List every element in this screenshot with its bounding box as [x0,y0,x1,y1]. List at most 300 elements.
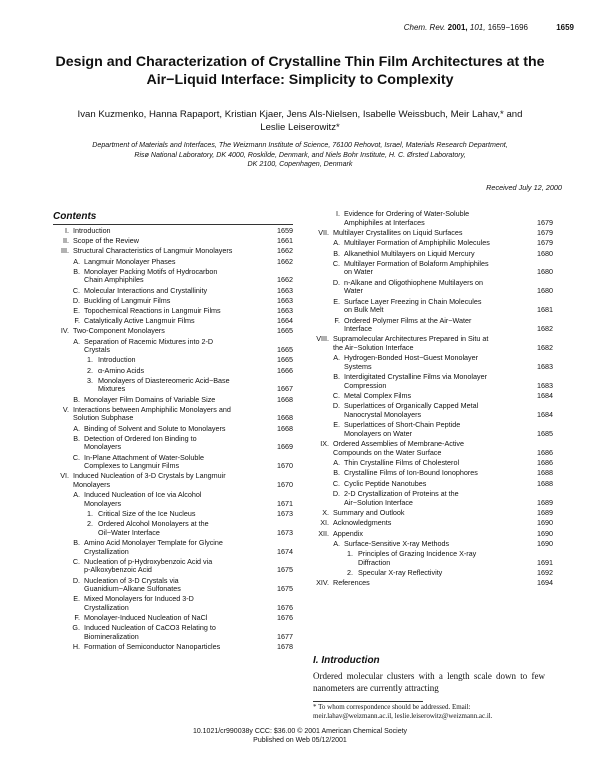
toc-number: A. [333,538,340,548]
toc-page: 1680 [537,267,553,277]
article-title [40,53,560,89]
toc-entry [53,406,293,423]
toc-title [84,297,253,306]
toc-title-line: Systems [344,361,372,371]
contents-rule [53,224,293,225]
toc-title-line: Complexes to Langmuir Films [84,461,180,471]
toc-number: B. [73,538,80,547]
toc-number: E. [73,306,80,315]
publication-date-line: Published on Web 05/12/2001 [253,736,347,744]
toc-page: 1665 [277,345,293,355]
toc-title [344,298,513,315]
toc-title-line: Multilayer Crystallites on Liquid Surfaces [333,227,463,237]
toc-page: 1690 [537,538,553,548]
toc-title-line: Solution Subphase [73,413,134,423]
toc-page: 1680 [537,286,553,296]
toc-title-line: Monolayer Packing Motifs of Hydrocarbon [84,266,218,276]
toc-title-line: Amphiphiles at Interfaces [344,217,425,227]
toc-number: 2. [87,519,93,529]
toc-number: F. [74,613,80,623]
toc-entry [313,210,553,227]
toc-page: 1684 [537,409,553,419]
toc-title [333,579,513,588]
toc-number: D. [332,489,340,498]
toc-entry [53,425,293,434]
toc-title-line: Metal Complex Films [344,391,412,401]
toc-title-line: Monolayer-Induced Nucleation of NaCl [84,613,208,623]
toc-entry [313,490,553,507]
toc-page: 1686 [537,458,553,468]
toc-page: 1663 [277,285,293,295]
toc-title [84,338,253,355]
toc-page: 1679 [537,227,553,237]
toc-title-line: References [333,578,370,588]
toc-number: A. [73,423,80,433]
toc-number: VIII. [316,334,329,344]
toc-entry [53,510,293,519]
toc-number: C. [332,391,340,401]
author-list [40,108,560,134]
toc-title-line: Nucleation of 3-D Crystals via [84,575,179,585]
toc-entry [53,577,293,594]
toc-number: A. [73,490,80,500]
doi-line: 10.1021/cr990038y CCC: $36.00 © 2001 American Chemical Society [192,728,408,735]
toc-title [84,595,253,612]
journal-year: 2001, [447,23,468,32]
toc-title-line: Surface-Sensitive X-ray Methods [344,538,450,548]
journal-pages: 1659−1696 [487,23,528,32]
toc-title-line: Evidence for Ordering of Water-Soluble [344,209,470,218]
toc-title [73,227,253,236]
toc-title [344,210,513,227]
toc-page: 1691 [537,557,553,567]
toc-entry [313,250,553,259]
toc-page: 1680 [537,248,553,258]
toc-number: IX. [320,439,329,449]
toc-title [344,260,513,277]
toc-entry [53,454,293,471]
toc-title-line: Detection of Ordered Ion Binding to [84,433,197,443]
toc-entry [53,614,293,623]
toc-title-line: Compounds on the Water Surface [333,447,442,457]
journal-name: Chem. Rev. [403,23,446,32]
toc-title [84,258,253,267]
toc-title-line: Water [344,286,363,296]
toc-number: A. [333,458,340,468]
toc-title [98,520,253,537]
toc-title [344,480,513,489]
toc-title-line: Superlattices of Organically Capped Metal [344,401,479,411]
received-date: Received July 12, 2000 [486,183,562,192]
toc-number: XII. [318,528,329,538]
toc-title-line: Air−Solution Interface [344,497,413,507]
toc-page: 1678 [277,642,293,652]
toc-number: B. [73,266,80,276]
toc-page: 1689 [537,507,553,517]
toc-page: 1665 [277,355,293,365]
toc-entry [53,258,293,267]
toc-number: H. [72,642,80,652]
toc-title [84,307,253,316]
toc-title-line: Summary and Outlook [333,507,405,517]
toc-page: 1664 [277,316,293,326]
toc-title-line: Crystalline Films of Ion-Bound Ionophores [344,468,478,478]
toc-title-line: Formation of Semiconductor Nanoparticles [84,642,221,652]
toc-entry [53,287,293,296]
toc-title-line: Chain Amphiphiles [84,275,144,285]
toc-number: F. [74,316,80,326]
toc-title-line: n-Alkane and Oligothiophene Multilayers on [344,277,484,287]
toc-title [84,643,253,652]
toc-entry [313,260,553,277]
toc-page: 1679 [537,217,553,227]
toc-title-line: In-Plane Attachment of Water-Soluble [84,452,204,462]
toc-title [84,577,253,594]
toc-number: B. [333,468,340,478]
toc-entry [53,435,293,452]
title-line: Air−Liquid Interface: Simplicity to Complexity [146,72,454,88]
toc-title-line: Induced Nucleation of CaCO3 Relating to [84,623,216,633]
toc-title-line: Interface [344,324,372,334]
toc-number: B. [73,394,80,404]
toc-number: C. [72,556,80,566]
toc-title-line: Crystals [84,345,110,355]
toc-title-line: Structural Characteristics of Langmuir Monolayers [73,246,233,256]
toc-title-line: Induced Nucleation of Ice via Alcohol [84,490,202,500]
toc-page: 1663 [277,295,293,305]
toc-entry [313,229,553,238]
toc-number: D. [332,277,340,287]
toc-title [84,454,253,471]
toc-page: 1688 [537,478,553,488]
toc-title [84,624,253,641]
toc-entry [53,356,293,365]
toc-entry [313,335,553,352]
toc-number: D. [72,295,80,305]
toc-number: A. [73,256,80,266]
toc-entry [313,373,553,390]
toc-title-line: Interdigitated Crystalline Films via Monolayer [344,372,488,382]
correspondence-footnote: * To whom correspondence should be addressed. Email: meir.lahav@weizmann.ac.il, leslie.leiserowitz@weizmann.ac.il. [313,703,493,720]
toc-title-line: Two-Component Monolayers [73,326,165,336]
toc-number: B. [333,372,340,382]
toc-title-line: Critical Size of the Ice Nucleus [98,509,196,518]
toc-entry [53,237,293,246]
toc-title [73,406,253,423]
toc-entry [53,227,293,236]
toc-title-line: Catalytically Active Langmuir Films [84,316,195,326]
toc-page: 1662 [277,256,293,266]
toc-page: 1670 [277,461,293,471]
toc-page: 1670 [277,479,293,489]
toc-title [73,327,253,336]
page-number: 1659 [556,23,574,32]
toc-number: XI. [320,518,329,528]
toc-title [344,421,513,438]
toc-title [98,356,253,365]
toc-title-line: Superlattices of Short-Chain Peptide [344,420,461,430]
toc-number: 3. [87,375,93,385]
authors-line: Leslie Leiserowitz* [260,122,340,133]
toc-entry [313,421,553,438]
toc-title-line: Scope of the Review [73,236,139,246]
toc-title-line: Hydrogen-Bonded Host−Guest Monolayer [344,353,479,363]
toc-title-line: the Air−Solution Interface [333,342,414,352]
toc-page: 1661 [277,236,293,246]
toc-page: 1665 [277,326,293,336]
toc-number: VI. [60,471,69,481]
toc-page: 1675 [277,584,293,594]
toc-page: 1669 [277,442,293,452]
toc-title [358,550,513,567]
toc-title-line: Oil−Water Interface [98,527,160,537]
toc-page: 1676 [277,613,293,623]
toc-title-line: Compression [344,380,387,390]
toc-page: 1681 [537,305,553,315]
toc-title-line: Acknowledgments [333,518,392,528]
toc-title-line: Crystallization [84,602,129,612]
toc-title [84,491,253,508]
toc-title [344,392,513,401]
toc-number: G. [72,623,80,633]
toc-title [73,247,253,256]
toc-title-line: Mixtures [98,384,126,394]
toc-title [84,396,253,405]
toc-number: 2. [347,568,353,577]
toc-page: 1688 [537,468,553,478]
toc-title [73,472,253,489]
toc-entry [313,469,553,478]
toc-number: E. [73,594,80,604]
footnote-rule [313,701,423,702]
toc-title [84,539,253,556]
toc-title-line: Molecular Interactions and Crystallinity [84,285,208,295]
toc-title-line: Introduction [98,355,136,365]
toc-title-line: Crystallization [84,546,129,556]
toc-entry [313,569,553,578]
toc-entry [313,239,553,248]
toc-number: X. [322,507,329,517]
toc-entry [53,643,293,652]
toc-page: 1677 [277,631,293,641]
toc-title-line: Monolayers of Diastereomeric Acid−Base [98,375,230,385]
toc-title [344,373,513,390]
affiliation-line: Department of Materials and Interfaces, The Weizmann Institute of Science, 76100 Rehovot, Israel, Materials Research Department, [92,141,508,149]
toc-page: 1684 [537,391,553,401]
toc-page: 1676 [277,602,293,612]
toc-title [84,558,253,575]
toc-entry [313,579,553,588]
toc-title-line: Interactions between Amphiphilic Monolayers and [73,404,231,414]
toc-entry [313,279,553,296]
toc-title-line: Thin Crystalline Films of Cholesterol [344,458,460,468]
toc-number: XIV. [316,578,329,588]
contents-right-column [313,210,553,650]
toc-title [98,367,253,376]
toc-title [344,354,513,371]
toc-title-line: on Bulk Melt [344,305,384,315]
toc-number: F. [334,315,340,325]
contents-left-column [53,227,293,657]
toc-page: 1683 [537,380,553,390]
toc-entry [53,491,293,508]
toc-entry [313,354,553,371]
title-line: Design and Characterization of Crystalline Thin Film Architectures at the [55,54,545,70]
toc-number: B. [73,433,80,443]
toc-entry [313,530,553,539]
page-footer [100,728,500,745]
toc-entry [313,459,553,468]
toc-number: V. [62,404,69,414]
toc-title-line: Surface Layer Freezing in Chain Molecules [344,296,482,306]
toc-title [344,469,513,478]
toc-title-line: Multilayer Formation of Bolaform Amphiphiles [344,258,489,268]
toc-number: B. [333,248,340,258]
toc-title-line: Nanocrystal Monolayers [344,409,422,419]
toc-title-line: Biomineralization [84,631,139,641]
toc-entry [313,402,553,419]
toc-entry [53,377,293,394]
toc-number: E. [333,420,340,430]
toc-number: C. [72,285,80,295]
toc-entry [313,480,553,489]
toc-title-line: Appendix [333,528,363,538]
toc-title [344,402,513,419]
toc-entry [53,367,293,376]
affiliation-line: Risø National Laboratory, DK 4000, Roskilde, Denmark, and Niels Bohr Institute, H. C. Ørsted Laboratory, [134,150,466,159]
toc-title-line: Introduction [73,226,111,235]
toc-title-line: Specular X-ray Reflectivity [358,568,443,577]
toc-title-line: Mixed Monolayers for Induced 3-D [84,594,194,604]
toc-entry [313,440,553,457]
toc-title-line: Guanidium−Alkane Sulfonates [84,584,181,594]
toc-title [84,614,253,623]
toc-title-line: Monolayers [73,479,111,489]
toc-entry [53,539,293,556]
toc-entry [53,297,293,306]
toc-entry [53,558,293,575]
toc-entry [53,307,293,316]
toc-title [333,509,513,518]
toc-title [358,569,513,578]
contents-heading: Contents [53,211,97,222]
toc-entry [53,595,293,612]
toc-title [344,279,513,296]
toc-entry [313,540,553,549]
toc-number: A. [333,353,340,363]
toc-title [333,440,513,457]
toc-title-line: Buckling of Langmuir Films [84,295,171,305]
toc-title-line: Amino Acid Monolayer Template for Glycine [84,538,223,547]
toc-number: I. [336,209,340,218]
toc-title-line: Cyclic Peptide Nanotubes [344,478,427,488]
toc-entry [313,392,553,401]
toc-title-line: Langmuir Monolayer Phases [84,256,176,266]
toc-page: 1673 [277,527,293,537]
toc-title [344,250,513,259]
authors-line: Ivan Kuzmenko, Hanna Rapaport, Kristian Kjaer, Jens Als-Nielsen, Isabelle Weissbuch, Meir Lahav,* and [77,109,523,120]
toc-page: 1690 [537,528,553,538]
toc-title-line: Ordered Alcohol Monolayers at the [98,519,209,529]
toc-title [84,268,253,285]
toc-title-line: Principles of Grazing Incidence X-ray [358,549,477,559]
toc-page: 1683 [537,361,553,371]
toc-number: C. [72,452,80,462]
toc-title [344,490,513,507]
toc-page: 1668 [277,394,293,404]
body-paragraph: Ordered molecular clusters with a length scale down to few nanometers are currently attracting [313,671,545,693]
toc-title-line: Monolayers on Water [344,428,413,438]
toc-title-line: Binding of Solvent and Solute to Monolayers [84,423,226,433]
running-header [404,23,574,32]
toc-title-line: Separation of Racemic Mixtures into 2-D [84,336,214,346]
toc-title-line: Monolayers [84,498,122,508]
toc-number: C. [332,258,340,268]
toc-number: I. [65,226,69,235]
toc-page: 1689 [537,497,553,507]
affiliations [70,141,530,170]
toc-title-line: Ordered Assemblies of Membrane-Active [333,439,465,449]
toc-title-line: Induced Nucleation of 3-D Crystals by Langmuir [73,471,226,481]
toc-title-line: Monolayers [84,442,122,452]
toc-title [333,335,513,352]
toc-page: 1659 [277,226,293,235]
toc-title [84,435,253,452]
toc-entry [53,472,293,489]
toc-entry [313,550,553,567]
toc-number: 1. [87,355,93,365]
toc-title [333,530,513,539]
toc-entry [313,317,553,334]
toc-page: 1692 [537,568,553,577]
toc-title [344,540,513,549]
toc-title-line: Multilayer Formation of Amphiphilic Molecules [344,238,490,248]
toc-number: D. [72,575,80,585]
toc-title-line: on Water [344,267,373,277]
toc-title-line: Supramolecular Architectures Prepared in Situ at [333,334,489,344]
toc-entry [53,338,293,355]
toc-title-line: 2-D Crystallization of Proteins at the [344,489,459,498]
toc-page: 1667 [277,384,293,394]
toc-page: 1685 [537,428,553,438]
journal-volume: 101, [469,23,486,32]
toc-page: 1675 [277,565,293,575]
toc-title [84,425,253,434]
toc-page: 1679 [537,238,553,248]
toc-page: 1674 [277,546,293,556]
toc-entry [53,396,293,405]
toc-page: 1682 [537,324,553,334]
toc-page: 1694 [537,578,553,588]
toc-title [344,459,513,468]
toc-entry [53,520,293,537]
toc-title-line: Nucleation of p-Hydroxybenzoic Acid via [84,556,213,566]
toc-title-line: Monolayer Film Domains of Variable Size [84,394,216,404]
toc-number: E. [333,296,340,306]
toc-number: 1. [87,509,93,518]
toc-page: 1673 [277,509,293,518]
toc-page: 1662 [277,275,293,285]
toc-title-line: Ordered Polymer Films at the Air−Water [344,315,472,325]
toc-entry [313,519,553,528]
toc-title [98,377,253,394]
toc-title [344,317,513,334]
toc-title-line: Topochemical Reactions in Langmuir Films [84,306,221,315]
toc-number: III. [61,246,69,256]
toc-title [344,239,513,248]
toc-number: II. [63,236,69,246]
toc-title [73,237,253,246]
